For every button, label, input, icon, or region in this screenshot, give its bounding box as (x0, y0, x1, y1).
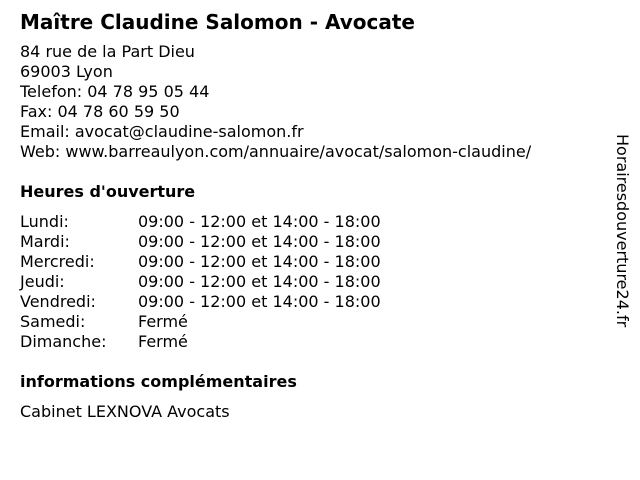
hours-row-monday (20, 212, 610, 232)
street-address: 84 rue de la Part Dieu (20, 42, 195, 61)
additional-info-heading: informations complémentaires (20, 372, 297, 391)
hours-time: 09:00 - 12:00 et 14:00 - 18:00 (138, 232, 381, 251)
hours-row-sunday (20, 332, 610, 352)
hours-row-tuesday (20, 232, 610, 252)
website-url: Web: www.barreaulyon.com/annuaire/avocat/salomon-claudine/ (20, 142, 532, 161)
hours-day: Jeudi: (20, 272, 65, 291)
hours-day: Mercredi: (20, 252, 95, 271)
additional-info-text: Cabinet LEXNOVA Avocats (20, 402, 230, 421)
side-brand-label: Horairesdouverture24.fr (613, 134, 632, 328)
hours-row-friday (20, 292, 610, 312)
hours-time: 09:00 - 12:00 et 14:00 - 18:00 (138, 252, 381, 271)
hours-time: 09:00 - 12:00 et 14:00 - 18:00 (138, 292, 381, 311)
email-address: Email: avocat@claudine-salomon.fr (20, 122, 304, 141)
listing-card (20, 10, 610, 422)
hours-day: Vendredi: (20, 292, 96, 311)
hours-day: Lundi: (20, 212, 69, 231)
phone-number: Telefon: 04 78 95 05 44 (20, 82, 210, 101)
page-title: Maître Claudine Salomon - Avocate (20, 10, 415, 34)
hours-time: 09:00 - 12:00 et 14:00 - 18:00 (138, 212, 381, 231)
hours-time: Fermé (138, 312, 188, 331)
address-block (20, 42, 610, 162)
opening-hours-heading: Heures d'ouverture (20, 182, 196, 201)
hours-time: 09:00 - 12:00 et 14:00 - 18:00 (138, 272, 381, 291)
hours-day: Dimanche: (20, 332, 107, 351)
postal-city: 69003 Lyon (20, 62, 113, 81)
hours-time: Fermé (138, 332, 188, 351)
hours-day: Samedi: (20, 312, 86, 331)
fax-number: Fax: 04 78 60 59 50 (20, 102, 180, 121)
hours-row-saturday (20, 312, 610, 332)
opening-hours-table (20, 212, 610, 352)
hours-row-wednesday (20, 252, 610, 272)
hours-day: Mardi: (20, 232, 70, 251)
hours-row-thursday (20, 272, 610, 292)
